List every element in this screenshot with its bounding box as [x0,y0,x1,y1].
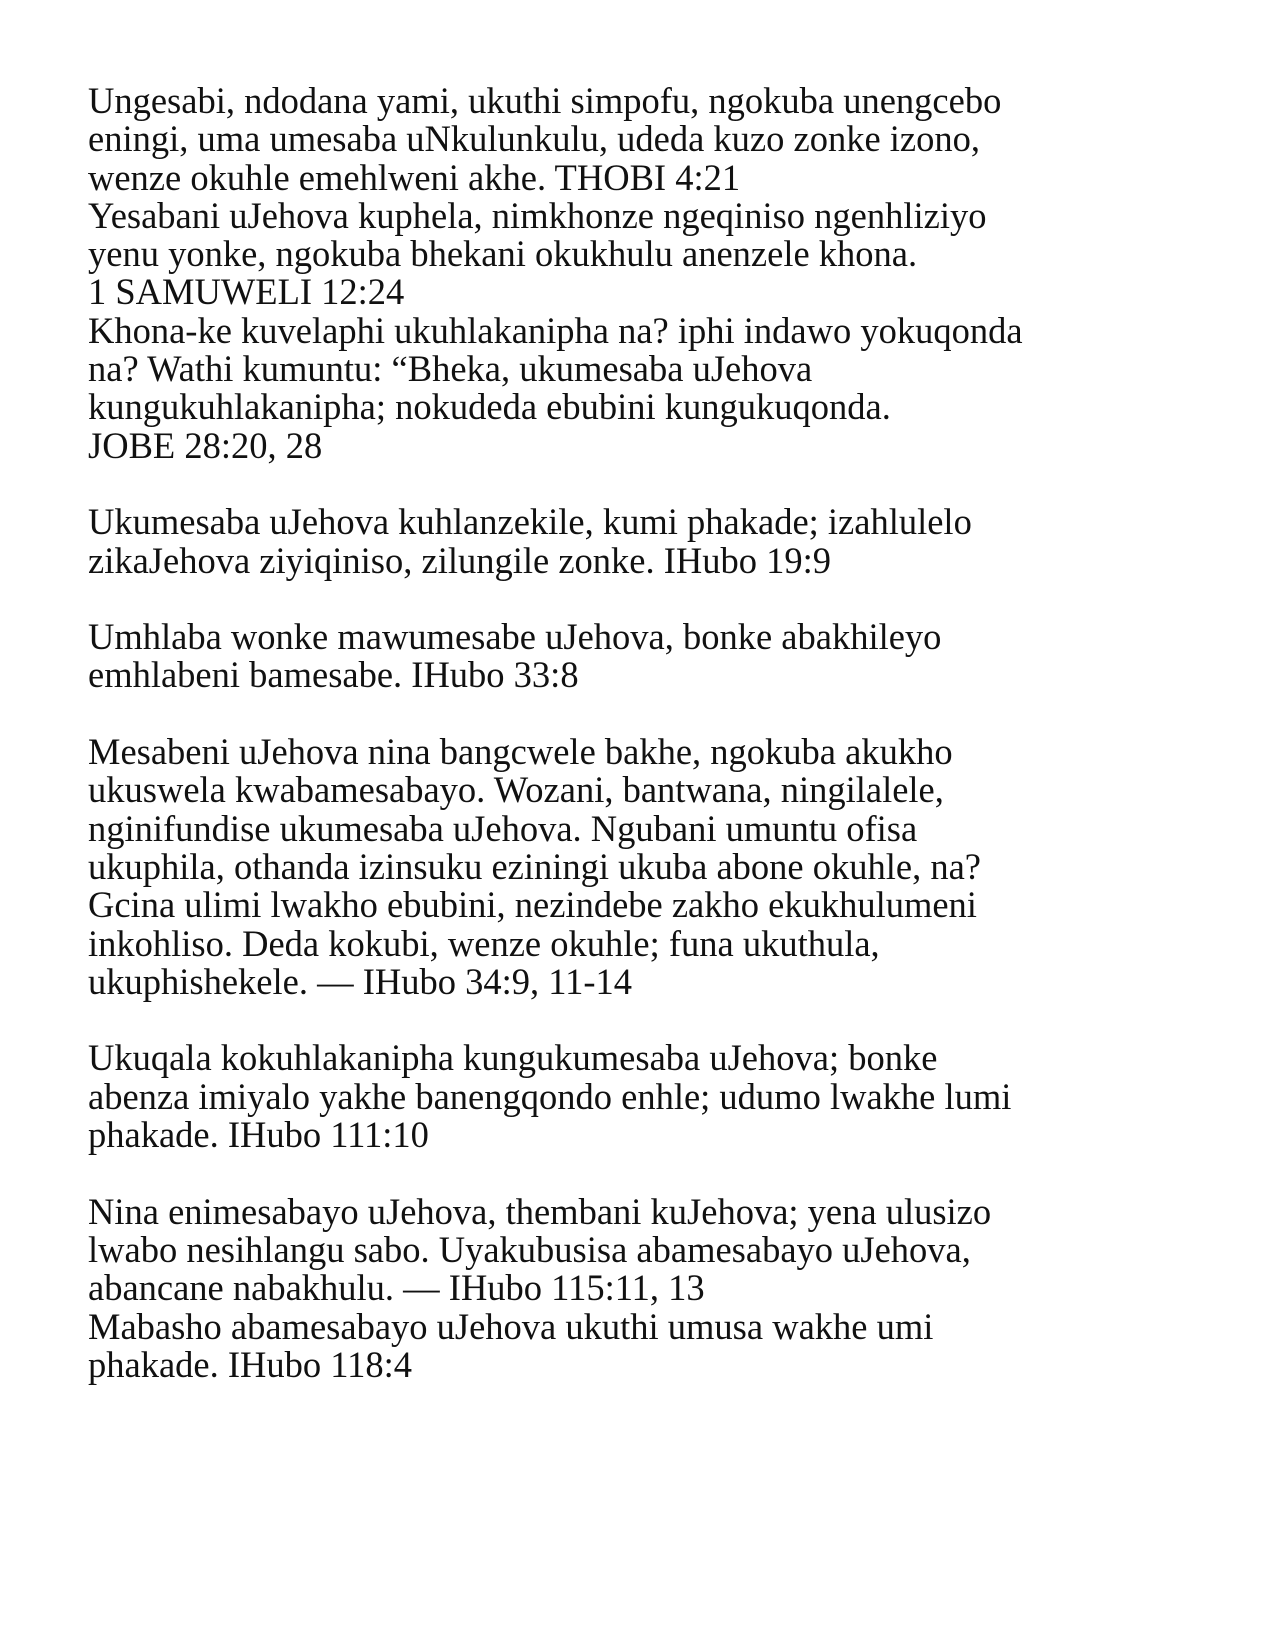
text-line: kungukuhlakanipha; nokudeda ebubini kungukuqonda. [88,386,891,428]
text-line: Umhlaba wonke mawumesabe uJehova, bonke abakhileyo [88,616,942,658]
text-line: ukuswela kwabamesabayo. Wozani, bantwana, ningilalele, [88,769,944,811]
text-line: Ungesabi, ndodana yami, ukuthi simpofu, ngokuba unengcebo [88,80,1002,121]
paragraph-3 [88,618,1198,695]
text-line: lwabo nesihlangu sabo. Uyakubusisa abamesabayo uJehova, [88,1228,971,1270]
text-line: phakade. IHubo 118:4 [88,1343,413,1385]
text-line: abenza imiyalo yakhe banengqondo enhle; udumo lwakhe lumi [88,1075,1012,1117]
text-line: na? Wathi kumuntu: “Bheka, ukumesaba uJehova [88,348,813,390]
text-line: Khona-ke kuvelaphi ukuhlakanipha na? iphi indawo yokuqonda [88,309,1023,351]
text-line: Mesabeni uJehova nina bangcwele bakhe, ngokuba akukho [88,731,953,773]
text-line: emhlabeni bamesabe. IHubo 33:8 [88,654,579,696]
text-line: Ukuqala kokuhlakanipha kungukumesaba uJehova; bonke [88,1037,938,1079]
text-line: Mabasho abamesabayo uJehova ukuthi umusa wakhe umi [88,1305,934,1347]
document-page [88,82,1198,1384]
text-line: Gcina ulimi lwakho ebubini, nezindebe zakho ekukhulumeni [88,884,977,926]
text-line: zikaJehova ziyiqiniso, zilungile zonke. IHubo 19:9 [88,539,832,581]
text-line: nginifundise ukumesaba uJehova. Ngubani umuntu ofisa [88,807,918,849]
text-line: Ukumesaba uJehova kuhlanzekile, kumi phakade; izahlulelo [88,501,972,543]
text-line: eningi, uma umesaba uNkulunkulu, udeda kuzo zonke izono, [88,118,981,160]
paragraph-1 [88,82,1198,465]
text-line: yenu yonke, ngokuba bhekani okukhulu anenzele khona. [88,233,918,275]
text-line: inkohliso. Deda kokubi, wenze okuhle; funa ukuthula, [88,922,880,964]
text-line: abancane nabakhulu. — IHubo 115:11, 13 [88,1267,705,1309]
text-line: JOBE 28:20, 28 [88,424,323,466]
text-line: Nina enimesabayo uJehova, thembani kuJehova; yena ulusizo [88,1190,992,1232]
paragraph-2 [88,503,1198,580]
paragraph-5 [88,1039,1198,1154]
text-line: wenze okuhle emehlweni akhe. THOBI 4:21 [88,156,741,198]
text-line: Yesabani uJehova kuphela, nimkhonze ngeqiniso ngenhliziyo [88,194,987,236]
text-line: ukuphishekele. — IHubo 34:9, 11-14 [88,960,633,1002]
paragraph-4 [88,733,1198,1001]
text-line: ukuphila, othanda izinsuku eziningi ukuba abone okuhle, na? [88,845,982,887]
text-line: 1 SAMUWELI 12:24 [88,271,405,313]
paragraph-6 [88,1190,1198,1385]
text-line: phakade. IHubo 111:10 [88,1114,429,1156]
